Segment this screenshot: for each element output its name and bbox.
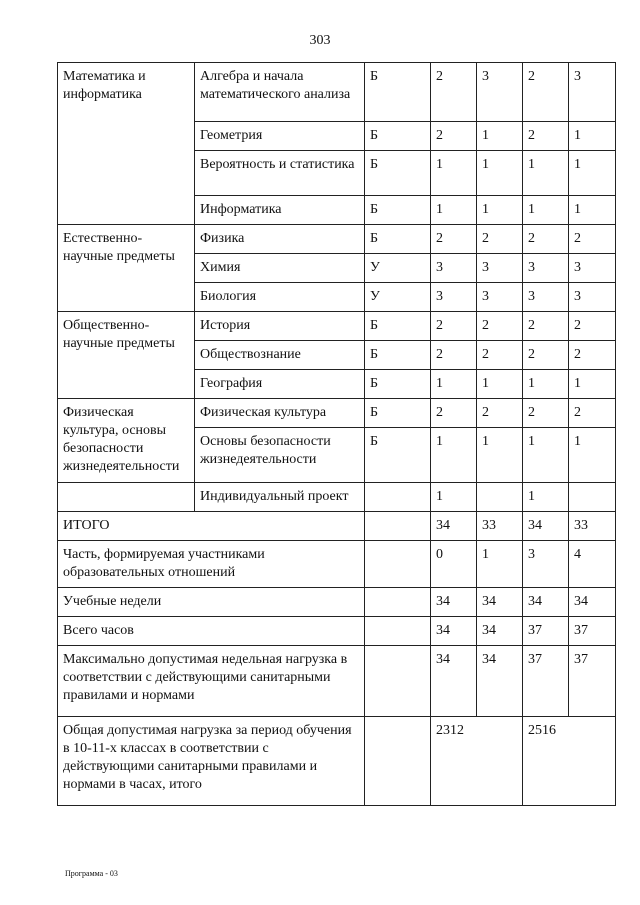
hours-cell: 1 xyxy=(477,151,523,196)
hours-cell: 33 xyxy=(569,512,616,541)
hours-cell: 2 xyxy=(523,312,569,341)
level-cell: У xyxy=(365,283,431,312)
hours-cell: 2 xyxy=(523,225,569,254)
subject-cell: География xyxy=(195,370,365,399)
summary-label-cell: Часть, формируемая участниками образовательных отношений xyxy=(58,541,365,588)
hours-cell: 2 xyxy=(523,122,569,151)
level-cell xyxy=(365,541,431,588)
level-cell: Б xyxy=(365,312,431,341)
subject-cell: Алгебра и начала математического анализа xyxy=(195,63,365,122)
hours-cell: 3 xyxy=(431,254,477,283)
level-cell: Б xyxy=(365,399,431,428)
hours-cell: 1 xyxy=(523,483,569,512)
hours-cell: 1 xyxy=(569,122,616,151)
hours-cell: 2 xyxy=(431,399,477,428)
hours-cell: 2 xyxy=(477,399,523,428)
table-row xyxy=(58,717,616,806)
table-row xyxy=(58,541,616,588)
table-row xyxy=(58,646,616,717)
hours-cell: 1 xyxy=(523,370,569,399)
hours-cell: 0 xyxy=(431,541,477,588)
summary-label-cell: Общая допустимая нагрузка за период обучения в 10-11-х классах в соответствии с действующими санитарными правилами и нормами в часах, итого xyxy=(58,717,365,806)
hours-cell: 3 xyxy=(477,63,523,122)
area-cell xyxy=(58,483,195,512)
hours-cell: 2 xyxy=(431,341,477,370)
hours-cell: 3 xyxy=(523,541,569,588)
hours-cell: 1 xyxy=(569,428,616,483)
level-cell xyxy=(365,646,431,717)
hours-cell: 2 xyxy=(477,225,523,254)
hours-cell: 3 xyxy=(477,283,523,312)
summary-label-cell: Максимально допустимая недельная нагрузка в соответствии с действующими санитарными правилами и нормами xyxy=(58,646,365,717)
summary-label-cell: Учебные недели xyxy=(58,588,365,617)
subject-cell: Основы безопасности жизнедеятельности xyxy=(195,428,365,483)
table-row xyxy=(58,617,616,646)
summary-label-cell: Всего часов xyxy=(58,617,365,646)
hours-cell: 2 xyxy=(477,341,523,370)
area-cell: Общественно-научные предметы xyxy=(58,312,195,399)
hours-cell: 2 xyxy=(569,341,616,370)
hours-cell: 34 xyxy=(431,512,477,541)
total-10-cell: 2312 xyxy=(431,717,523,806)
hours-cell: 37 xyxy=(523,646,569,717)
subject-cell: Биология xyxy=(195,283,365,312)
hours-cell: 1 xyxy=(569,151,616,196)
hours-cell: 34 xyxy=(477,646,523,717)
page-number: 303 xyxy=(309,33,331,48)
hours-cell: 2 xyxy=(523,399,569,428)
hours-cell: 34 xyxy=(431,617,477,646)
hours-cell: 3 xyxy=(569,63,616,122)
hours-cell: 1 xyxy=(431,428,477,483)
hours-cell: 3 xyxy=(523,283,569,312)
hours-cell: 1 xyxy=(477,196,523,225)
hours-cell: 4 xyxy=(569,541,616,588)
level-cell xyxy=(365,588,431,617)
level-cell: Б xyxy=(365,341,431,370)
hours-cell: 1 xyxy=(477,122,523,151)
subject-cell: Химия xyxy=(195,254,365,283)
level-cell: Б xyxy=(365,151,431,196)
level-cell xyxy=(365,483,431,512)
hours-cell: 2 xyxy=(523,341,569,370)
hours-cell: 1 xyxy=(523,196,569,225)
hours-cell: 1 xyxy=(477,370,523,399)
hours-cell: 2 xyxy=(431,225,477,254)
hours-cell: 37 xyxy=(523,617,569,646)
subject-cell: Физика xyxy=(195,225,365,254)
curriculum-table xyxy=(57,62,616,806)
subject-cell: Вероятность и статистика xyxy=(195,151,365,196)
level-cell: У xyxy=(365,254,431,283)
hours-cell: 37 xyxy=(569,617,616,646)
hours-cell: 3 xyxy=(431,283,477,312)
summary-label-cell: ИТОГО xyxy=(58,512,365,541)
hours-cell: 3 xyxy=(523,254,569,283)
table-row xyxy=(58,399,616,428)
hours-cell: 1 xyxy=(477,428,523,483)
subject-cell: Обществознание xyxy=(195,341,365,370)
hours-cell: 34 xyxy=(477,617,523,646)
hours-cell: 2 xyxy=(569,399,616,428)
hours-cell: 2 xyxy=(477,312,523,341)
hours-cell: 34 xyxy=(477,588,523,617)
hours-cell: 34 xyxy=(523,588,569,617)
total-11-cell: 2516 xyxy=(523,717,616,806)
hours-cell: 2 xyxy=(569,312,616,341)
subject-cell: Информатика xyxy=(195,196,365,225)
level-cell xyxy=(365,617,431,646)
hours-cell: 2 xyxy=(431,312,477,341)
hours-cell: 37 xyxy=(569,646,616,717)
hours-cell: 3 xyxy=(569,283,616,312)
level-cell: Б xyxy=(365,63,431,122)
footer-label: Программа - 03 xyxy=(65,869,118,878)
hours-cell: 1 xyxy=(477,541,523,588)
area-cell: Математика и информатика xyxy=(58,63,195,225)
hours-cell: 1 xyxy=(431,151,477,196)
hours-cell: 1 xyxy=(569,196,616,225)
hours-cell: 1 xyxy=(431,483,477,512)
hours-cell: 1 xyxy=(431,196,477,225)
hours-cell: 2 xyxy=(431,122,477,151)
hours-cell: 34 xyxy=(523,512,569,541)
level-cell xyxy=(365,717,431,806)
hours-cell: 3 xyxy=(569,254,616,283)
hours-cell: 3 xyxy=(477,254,523,283)
table-row xyxy=(58,483,616,512)
subject-cell: Физическая культура xyxy=(195,399,365,428)
level-cell: Б xyxy=(365,225,431,254)
level-cell xyxy=(365,512,431,541)
level-cell: Б xyxy=(365,122,431,151)
subject-cell: Геометрия xyxy=(195,122,365,151)
subject-cell: Индивидуальный проект xyxy=(195,483,365,512)
hours-cell: 2 xyxy=(523,63,569,122)
table-row xyxy=(58,63,616,122)
hours-cell: 1 xyxy=(431,370,477,399)
area-cell: Естественно-научные предметы xyxy=(58,225,195,312)
hours-cell: 1 xyxy=(523,151,569,196)
table-row xyxy=(58,512,616,541)
table-row xyxy=(58,225,616,254)
hours-cell: 2 xyxy=(431,63,477,122)
area-cell: Физическая культура, основы безопасности жизнедеятельности xyxy=(58,399,195,483)
hours-cell: 1 xyxy=(569,370,616,399)
table-row xyxy=(58,312,616,341)
hours-cell: 34 xyxy=(431,646,477,717)
hours-cell xyxy=(569,483,616,512)
hours-cell: 2 xyxy=(569,225,616,254)
level-cell: Б xyxy=(365,370,431,399)
level-cell: Б xyxy=(365,196,431,225)
hours-cell: 1 xyxy=(523,428,569,483)
hours-cell: 34 xyxy=(569,588,616,617)
table-row xyxy=(58,588,616,617)
hours-cell: 34 xyxy=(431,588,477,617)
level-cell: Б xyxy=(365,428,431,483)
subject-cell: История xyxy=(195,312,365,341)
hours-cell xyxy=(477,483,523,512)
hours-cell: 33 xyxy=(477,512,523,541)
